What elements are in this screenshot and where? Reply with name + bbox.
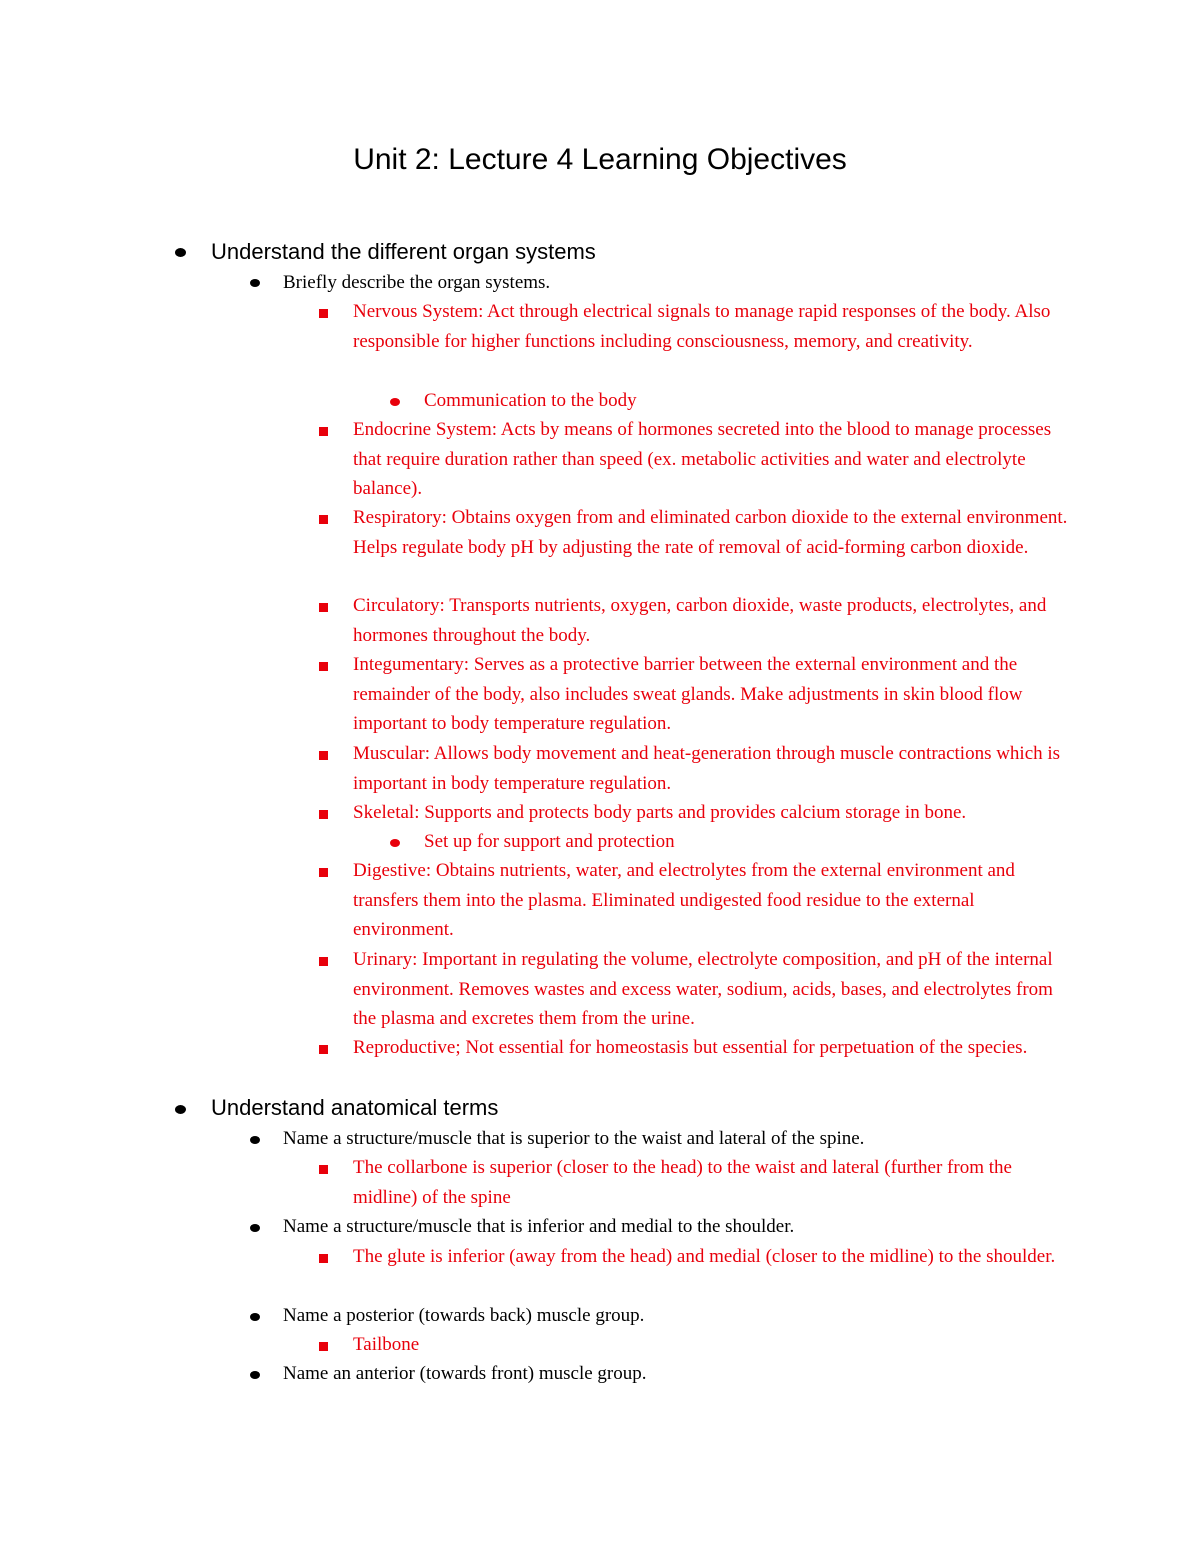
answer-text: Integumentary: Serves as a protective barrier between the external environment and the remainder of the body, also includes sweat glands. Make adjustments in skin blood flow important to body temperature regulation. xyxy=(353,654,1023,734)
bullet-icon xyxy=(250,1224,260,1232)
page-title: Unit 2: Lecture 4 Learning Objectives xyxy=(353,143,847,176)
bullet-icon xyxy=(390,398,400,406)
bullet-icon xyxy=(390,839,400,847)
answer-text: Endocrine System: Acts by means of hormones secreted into the blood to manage processes that require duration rather than speed (ex. metabolic activities and water and electrolyte balance). xyxy=(353,419,1052,499)
square-bullet-icon xyxy=(319,1254,328,1263)
section-heading: Understand anatomical terms xyxy=(211,1095,499,1120)
objective-item: Briefly describe the organ systems. xyxy=(283,272,551,293)
bullet-icon xyxy=(175,248,186,257)
square-bullet-icon xyxy=(319,427,328,436)
objective-item: Name a structure/muscle that is superior to the waist and lateral of the spine. xyxy=(283,1128,865,1149)
bullet-icon xyxy=(250,1136,260,1144)
square-bullet-icon xyxy=(319,1342,328,1351)
square-bullet-icon xyxy=(319,309,328,318)
square-bullet-icon xyxy=(319,515,328,524)
objective-item: Name a structure/muscle that is inferior and medial to the shoulder. xyxy=(283,1216,795,1237)
answer-text: Reproductive; Not essential for homeostasis but essential for perpetuation of the species. xyxy=(353,1037,1028,1058)
answer-subitem: Set up for support and protection xyxy=(424,831,675,852)
answer-text: Muscular: Allows body movement and heat-generation through muscle contractions which is important in body temperature regulation. xyxy=(353,743,1061,794)
answer-text: The glute is inferior (away from the head) and medial (closer to the midline) to the shoulder. xyxy=(353,1246,1056,1267)
answer-text: Skeletal: Supports and protects body parts and provides calcium storage in bone. xyxy=(353,802,967,823)
answer-text: Tailbone xyxy=(353,1334,420,1355)
square-bullet-icon xyxy=(319,868,328,877)
objective-item: Name an anterior (towards front) muscle group. xyxy=(283,1363,647,1384)
answer-text: The collarbone is superior (closer to the head) to the waist and lateral (further from the midline) of the spine xyxy=(353,1157,1012,1208)
square-bullet-icon xyxy=(319,957,328,966)
square-bullet-icon xyxy=(319,1165,328,1174)
square-bullet-icon xyxy=(319,603,328,612)
bullet-icon xyxy=(250,279,260,287)
answer-text: Urinary: Important in regulating the volume, electrolyte composition, and pH of the internal environment. Removes wastes and excess water, sodium, acids, bases, and electrolytes from the plasma and excretes them from the urine. xyxy=(353,949,1053,1029)
answer-text: Respiratory: Obtains oxygen from and eliminated carbon dioxide to the external environment. Helps regulate body pH by adjusting the rate of removal of acid-forming carbon dioxide. xyxy=(353,507,1068,558)
answer-subitem: Communication to the body xyxy=(424,390,637,411)
answer-text: Nervous System: Act through electrical signals to manage rapid responses of the body. Also responsible for higher functions including consciousness, memory, and creativity. xyxy=(353,301,1051,352)
objective-item: Name a posterior (towards back) muscle group. xyxy=(283,1305,645,1326)
square-bullet-icon xyxy=(319,751,328,760)
answer-text: Digestive: Obtains nutrients, water, and electrolytes from the external environment and transfers them into the plasma. Eliminated undigested food residue to the external environment. xyxy=(353,860,1015,940)
answer-text: Circulatory: Transports nutrients, oxygen, carbon dioxide, waste products, electrolytes, and hormones throughout the body. xyxy=(353,595,1047,646)
bullet-icon xyxy=(175,1105,186,1114)
section-heading: Understand the different organ systems xyxy=(211,239,596,264)
square-bullet-icon xyxy=(319,662,328,671)
bullet-icon xyxy=(250,1371,260,1379)
square-bullet-icon xyxy=(319,810,328,819)
bullet-icon xyxy=(250,1313,260,1321)
square-bullet-icon xyxy=(319,1045,328,1054)
